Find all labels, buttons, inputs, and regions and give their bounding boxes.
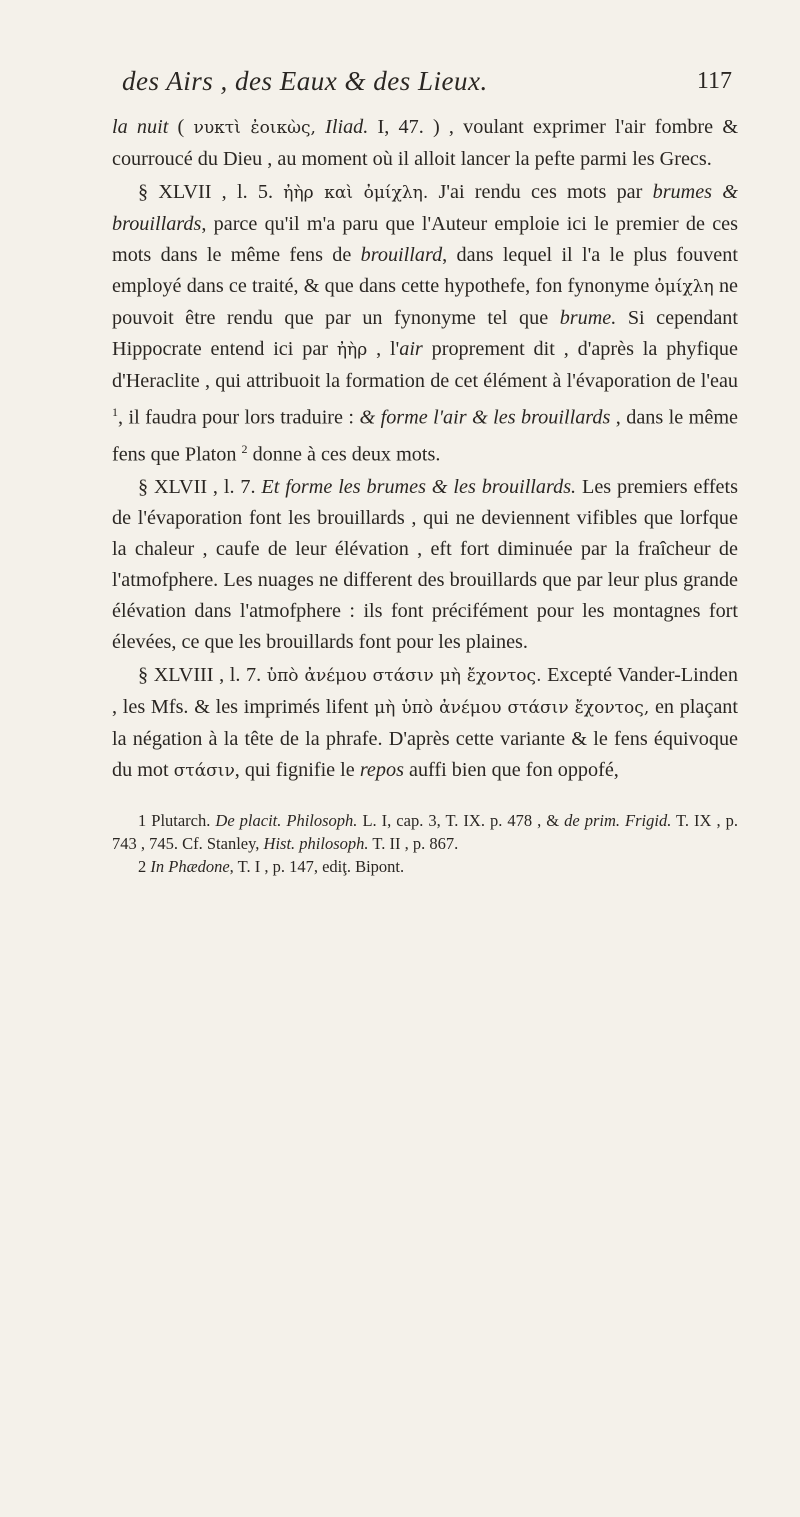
footnote-ref: 2 <box>241 441 248 456</box>
italic-text: repos <box>359 759 404 782</box>
running-title: des Airs , des Eaux & des Lieux. <box>122 66 488 96</box>
italic-text: la nuit <box>112 116 169 138</box>
text-run: Les premiers effets de l'évaporation font les brouillards , qui ne deviennent vifibles que lorfque la chaleur , caufe de leur élévation , eft fort diminuée par la fraîcheur de l'atmofphere. Les nuages ne different des brouillards que par leur plus grande élévation dans l'atmofphere : ils font précifément pour les montagnes fort élevées, ce que les brouillards font pour les plaines. <box>112 476 738 654</box>
page-header <box>112 62 738 112</box>
greek-text: μὴ ὑπὸ ἀνέμου στάσιν ἔχοντος, <box>374 698 650 719</box>
text-run: auffi bien que fon oppofé, <box>403 759 619 782</box>
italic-text: In Phædone <box>150 857 230 877</box>
text-run: , l' <box>367 338 400 360</box>
text-run: , qui fignifie le <box>234 759 360 782</box>
text-run: ( <box>168 116 194 138</box>
text-run: proprement dit , d'après la phyfique d'Heraclite , qui attribuoit la formation de cet élément à l'évaporation de l'eau <box>112 338 738 392</box>
italic-text: & forme l'air & les brouillards <box>359 406 611 429</box>
italic-text: brume. <box>559 307 617 329</box>
text-run: , dans le même fens que Platon <box>112 406 738 466</box>
text-run: en plaçant la négation à la tête de la phrafe. D'après cette variante & le fens équivoque du mot <box>112 696 739 782</box>
italic-text: Hist. philosoph. <box>263 834 369 854</box>
text-run: § XLVIII , l. 7. <box>138 664 267 687</box>
text-run: L. I, cap. 3, T. IX. p. 478 , & <box>357 811 565 831</box>
text-run: Si cependant Hippocrate entend ici par <box>112 307 738 360</box>
text-run <box>316 116 325 138</box>
greek-text: ὀμίχλη <box>654 277 714 297</box>
footnotes <box>112 809 738 878</box>
footnote <box>112 855 738 878</box>
footnote-ref: 1 <box>112 405 118 419</box>
paragraph <box>112 472 738 658</box>
text-run: I, 47. ) , voulant exprimer l'air fombre & courroucé du Dieu , au moment où il alloit lancer la pefte parmi les Grecs. <box>112 116 739 170</box>
text-run: , parce qu'il m'a paru que l'Auteur emploie ici le premier de ces mots dans le même fens de <box>112 213 738 266</box>
italic-text: Et forme les brumes & les brouillards. <box>261 476 577 499</box>
greek-text: στάσιν <box>173 761 235 782</box>
paragraph <box>112 112 738 175</box>
text-run: § XLVII , l. 7. <box>138 476 262 499</box>
italic-text: de prim. Frigid. <box>564 811 672 831</box>
italic-text: De placit. Philosoph. <box>215 811 358 831</box>
text-run: , il faudra pour lors traduire : <box>118 406 360 429</box>
greek-text: νυκτὶ ἐοικὼς, <box>193 118 316 138</box>
italic-text: brouillard <box>360 244 443 266</box>
text-run: 1 Plutarch. <box>138 811 216 831</box>
greek-text: ἠὴρ <box>336 340 368 360</box>
text-run: T. IX , p. 743 , 745. Cf. Stanley, <box>112 811 739 854</box>
text-run: Excepté Vander-Linden , les Mfs. & les imprimés lifent <box>112 664 738 719</box>
greek-text: ὑπὸ ἀνέμου στάσιν μὴ ἔχοντος. <box>266 666 542 687</box>
footnote <box>112 809 738 855</box>
text-run: , T. I , p. 147, ediţ. Bipont. <box>229 857 405 877</box>
text-run: T. II , p. 867. <box>368 834 459 854</box>
italic-text: air <box>399 338 423 360</box>
greek-text: ἠὴρ καὶ ὀμίχλη. <box>283 183 429 203</box>
body-text <box>112 112 738 787</box>
paragraph <box>112 177 738 470</box>
page-number: 117 <box>696 68 732 94</box>
italic-text: brumes & brouillards <box>112 181 738 235</box>
text-run: J'ai rendu ces mots par <box>428 181 653 203</box>
italic-text: Iliad. <box>325 116 369 138</box>
text-run: ne pouvoit être rendu que par un fynonyme tel que <box>112 275 738 329</box>
paragraph <box>112 660 738 787</box>
text-run: , dans lequel il l'a le plus fouvent employé dans ce traité, & que dans cette hypothefe, fon fynonyme <box>112 244 738 297</box>
text-run: § XLVII , l. 5. <box>138 181 284 203</box>
text-run: donne à ces deux mots. <box>247 443 441 466</box>
text-run: 2 <box>138 857 151 877</box>
